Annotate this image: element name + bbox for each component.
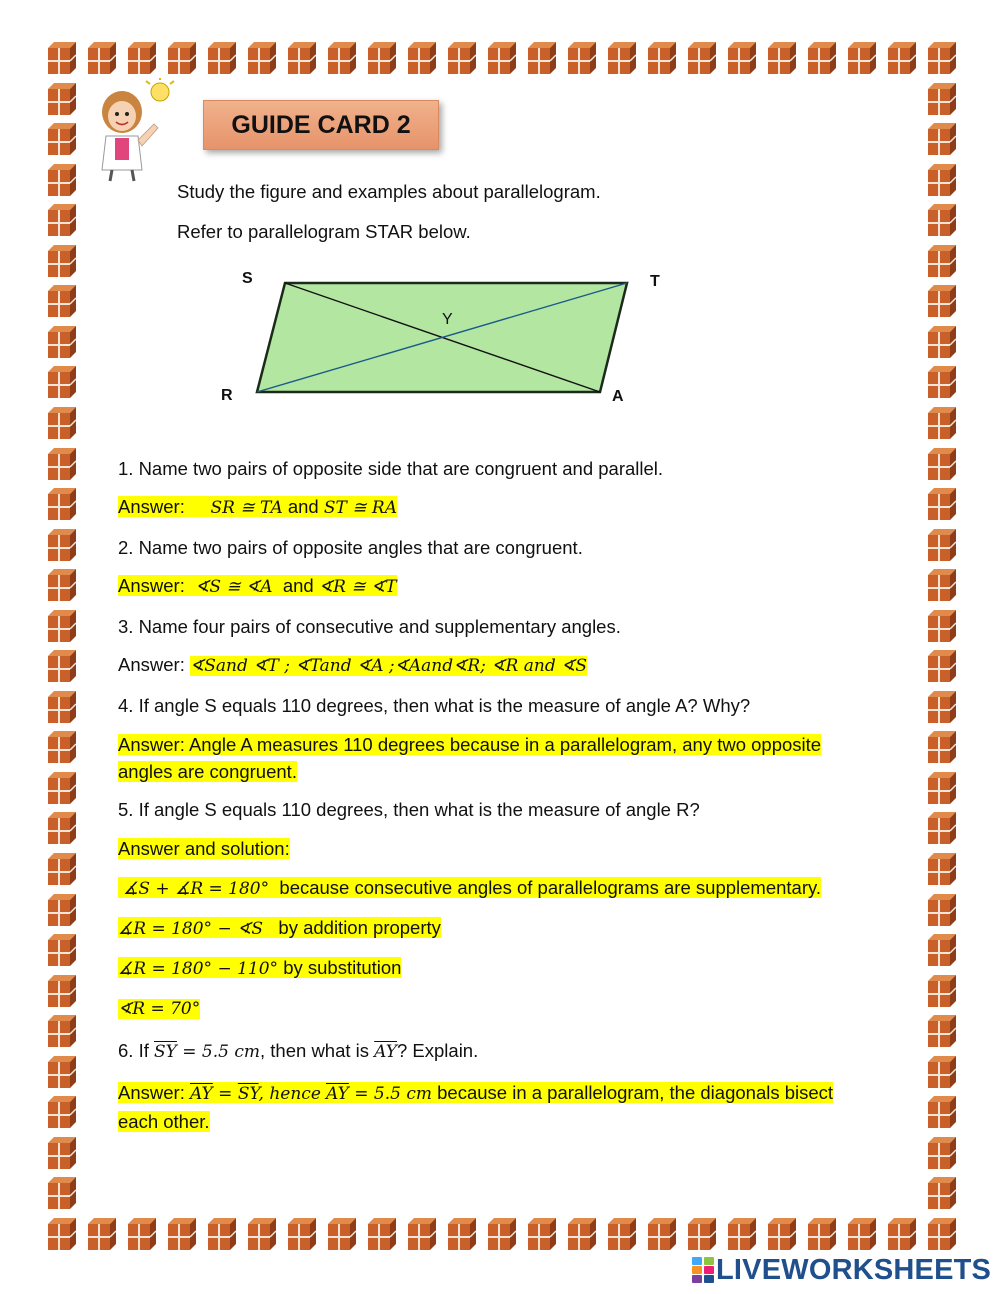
liveworksheets-logo[interactable]: [692, 1255, 991, 1285]
brick-cube-icon: [44, 610, 76, 642]
brick-cube-icon: [924, 610, 956, 642]
brick-cube-icon: [44, 529, 76, 561]
brick-cube-icon: [924, 326, 956, 358]
answer-2-part-2: ∢R ≅ ∢T: [318, 577, 397, 597]
step-3-text: by substitution: [283, 957, 402, 978]
brick-cube-icon: [84, 42, 116, 74]
brick-cube-icon: [44, 772, 76, 804]
brick-cube-icon: [44, 42, 76, 74]
brick-cube-icon: [164, 1218, 196, 1250]
answer-6-hence: , hence: [258, 1084, 321, 1104]
brick-cube-icon: [284, 1218, 316, 1250]
brick-cube-icon: [324, 1218, 356, 1250]
answer-6-value: = 5.5 cm: [348, 1084, 432, 1104]
brick-cube-icon: [44, 1096, 76, 1128]
question-6-value: = 5.5 cm: [176, 1042, 261, 1062]
brick-cube-icon: [44, 853, 76, 885]
brick-cube-icon: [44, 448, 76, 480]
brick-cube-icon: [924, 731, 956, 763]
brick-cube-icon: [44, 83, 76, 115]
brick-cube-icon: [44, 894, 76, 926]
brick-cube-icon: [44, 1137, 76, 1169]
brick-cube-icon: [44, 245, 76, 277]
liveworksheets-brand: LIVEWORKSHEETS: [716, 1253, 992, 1286]
brick-cube-icon: [924, 164, 956, 196]
brick-cube-icon: [924, 650, 956, 682]
brick-cube-icon: [364, 1218, 396, 1250]
liveworksheets-mark-icon: [692, 1257, 714, 1283]
brick-cube-icon: [84, 1218, 116, 1250]
brick-cube-icon: [884, 1218, 916, 1250]
brick-cube-icon: [764, 42, 796, 74]
answer-6-text: because in a parallelogram, the diagonals bisect each other.: [118, 1082, 834, 1132]
brick-cube-icon: [924, 123, 956, 155]
question-4: 4. If angle S equals 110 degrees, then what is the measure of angle A? Why?: [118, 695, 751, 716]
step-1-text: because consecutive angles of parallelograms are supplementary.: [279, 877, 822, 898]
brick-cube-icon: [44, 1056, 76, 1088]
answer-5-step-1: [118, 874, 821, 903]
brick-cube-icon: [844, 1218, 876, 1250]
answer-6-seg-ay-1: $\overline{AY}$: [189, 1084, 213, 1104]
answer-label: Answer:: [118, 654, 185, 675]
brick-cube-icon: [44, 285, 76, 317]
answer-5-label: [118, 835, 290, 862]
brick-cube-icon: [44, 488, 76, 520]
step-3-highlight: [118, 957, 401, 978]
question-2: 2. Name two pairs of opposite angles that are congruent.: [118, 537, 583, 558]
parallelogram-star-figure: [210, 262, 680, 412]
brick-cube-icon: [684, 1218, 716, 1250]
answer-3-math: ∢Sand ∢T ; ∢Tand ∢A ;∢Aand∢R; ∢R and ∢S: [189, 656, 588, 676]
answer-6-seg-sy: $\overline{SY}$: [237, 1084, 259, 1104]
brick-cube-icon: [44, 204, 76, 236]
question-5: 5. If angle S equals 110 degrees, then what is the measure of angle R?: [118, 799, 700, 820]
brick-cube-icon: [244, 1218, 276, 1250]
brick-cube-icon: [284, 42, 316, 74]
vertex-label-s: S: [242, 270, 253, 287]
vertex-label-a: A: [612, 388, 624, 405]
brick-cube-icon: [44, 650, 76, 682]
answer-5-label-text: Answer and solution:: [118, 838, 290, 859]
question-6-seg-sy: $\overline{SY}$: [154, 1042, 177, 1062]
intro-line-2: Refer to parallelogram STAR below.: [177, 221, 471, 242]
brick-cube-icon: [924, 894, 956, 926]
answer-5-step-4: [118, 994, 200, 1023]
brick-cube-icon: [924, 1137, 956, 1169]
question-3: 3. Name four pairs of consecutive and supplementary angles.: [118, 616, 621, 637]
brick-cube-icon: [44, 731, 76, 763]
brick-cube-icon: [404, 42, 436, 74]
brick-cube-icon: [804, 1218, 836, 1250]
answer-1-part-1: SR ≅ TA: [210, 498, 283, 518]
step-2-math: ∡R = 180° − ∢S: [118, 919, 263, 939]
brick-cube-icon: [524, 42, 556, 74]
brick-cube-icon: [404, 1218, 436, 1250]
brick-cube-icon: [924, 83, 956, 115]
step-2-text: by addition property: [278, 917, 441, 938]
vertex-label-r: R: [221, 387, 233, 404]
brick-cube-icon: [44, 1177, 76, 1209]
brick-cube-icon: [164, 42, 196, 74]
brick-cube-icon: [364, 42, 396, 74]
brick-cube-icon: [484, 1218, 516, 1250]
question-6-mid: , then what is: [260, 1040, 370, 1061]
brick-cube-icon: [804, 42, 836, 74]
brick-cube-icon: [924, 772, 956, 804]
brick-cube-icon: [684, 42, 716, 74]
brick-cube-icon: [44, 812, 76, 844]
answer-1-part-2: ST ≅ RA: [323, 498, 397, 518]
brick-cube-icon: [884, 42, 916, 74]
brick-cube-icon: [924, 853, 956, 885]
brick-cube-icon: [204, 1218, 236, 1250]
brick-cube-icon: [564, 42, 596, 74]
brick-cube-icon: [204, 42, 236, 74]
brick-cube-icon: [484, 42, 516, 74]
brick-cube-icon: [924, 529, 956, 561]
answer-2: [118, 572, 397, 601]
guide-card-title: [203, 100, 439, 150]
answer-3: [118, 651, 587, 680]
brick-cube-icon: [564, 1218, 596, 1250]
step-4-math: ∢R = 70°: [118, 999, 201, 1019]
brick-cube-icon: [44, 326, 76, 358]
brick-cube-icon: [604, 42, 636, 74]
brick-cube-icon: [924, 569, 956, 601]
page-title: GUIDE CARD 2: [231, 110, 411, 139]
brick-cube-icon: [924, 245, 956, 277]
brick-cube-icon: [124, 42, 156, 74]
brick-cube-icon: [924, 812, 956, 844]
brick-cube-icon: [444, 1218, 476, 1250]
brick-cube-icon: [924, 1015, 956, 1047]
brick-cube-icon: [924, 366, 956, 398]
brick-cube-icon: [44, 366, 76, 398]
brick-cube-icon: [44, 975, 76, 1007]
answer-1-joiner: and: [287, 496, 319, 517]
brick-cube-icon: [44, 123, 76, 155]
brick-cube-icon: [44, 407, 76, 439]
answer-6-eq: =: [212, 1084, 238, 1104]
brick-cube-icon: [644, 42, 676, 74]
brick-cube-icon: [924, 407, 956, 439]
answer-label: Answer:: [118, 496, 185, 517]
step-1-math: ∡S + ∡R = 180°: [123, 879, 270, 899]
question-1: 1. Name two pairs of opposite side that are congruent and parallel.: [118, 458, 664, 479]
brick-cube-icon: [924, 42, 956, 74]
center-label-y: Y: [442, 311, 453, 328]
brick-cube-icon: [44, 1015, 76, 1047]
question-6-suffix: ? Explain.: [396, 1040, 479, 1061]
brick-cube-icon: [44, 164, 76, 196]
brick-cube-icon: [924, 285, 956, 317]
brick-cube-icon: [924, 1177, 956, 1209]
question-6-seg-ay: $\overline{AY}$: [374, 1042, 397, 1062]
brick-cube-icon: [644, 1218, 676, 1250]
answer-5-step-3: [118, 954, 401, 983]
answer-5-step-2: [118, 914, 441, 943]
answer-6-seg-ay-2: $\overline{AY}$: [326, 1084, 349, 1104]
answer-1: [118, 493, 397, 522]
answer-6-highlight: [118, 1082, 833, 1132]
brick-cube-icon: [924, 1218, 956, 1250]
brick-cube-icon: [924, 934, 956, 966]
brick-cube-icon: [444, 42, 476, 74]
brick-cube-icon: [924, 1056, 956, 1088]
brick-cube-icon: [924, 1096, 956, 1128]
step-2-highlight: [118, 917, 441, 938]
brick-cube-icon: [724, 1218, 756, 1250]
answer-2-highlight: [118, 575, 397, 596]
answer-1-highlight: [118, 496, 397, 517]
brick-cube-icon: [44, 691, 76, 723]
brick-cube-icon: [764, 1218, 796, 1250]
step-3-math: ∡R = 180° − 110°: [118, 959, 279, 979]
answer-4-text: Answer: Angle A measures 110 degrees because in a parallelogram, any two opposite angles are congruent.: [118, 734, 822, 782]
answer-label: Answer:: [118, 575, 185, 596]
girl-with-lightbulb-icon: [92, 78, 182, 182]
brick-cube-icon: [724, 42, 756, 74]
brick-cube-icon: [924, 691, 956, 723]
brick-cube-icon: [44, 934, 76, 966]
vertex-label-t: T: [650, 273, 660, 290]
brick-cube-icon: [924, 204, 956, 236]
brick-cube-icon: [44, 1218, 76, 1250]
question-6-prefix: 6. If: [118, 1040, 149, 1061]
brick-cube-icon: [924, 488, 956, 520]
brick-cube-icon: [324, 42, 356, 74]
answer-6: [118, 1079, 863, 1135]
answer-2-joiner: and: [282, 575, 314, 596]
step-1-highlight: [118, 877, 821, 898]
brick-cube-icon: [844, 42, 876, 74]
brick-cube-icon: [924, 448, 956, 480]
brick-cube-icon: [524, 1218, 556, 1250]
answer-2-part-1: ∢S ≅ ∢A: [195, 577, 273, 597]
question-6: [118, 1037, 478, 1066]
brick-cube-icon: [244, 42, 276, 74]
brick-cube-icon: [44, 569, 76, 601]
answer-4: [118, 731, 863, 785]
brick-cube-icon: [924, 975, 956, 1007]
brick-cube-icon: [604, 1218, 636, 1250]
brick-cube-icon: [124, 1218, 156, 1250]
intro-line-1: Study the figure and examples about parallelogram.: [177, 181, 601, 202]
answer-label: Answer:: [118, 1082, 185, 1103]
